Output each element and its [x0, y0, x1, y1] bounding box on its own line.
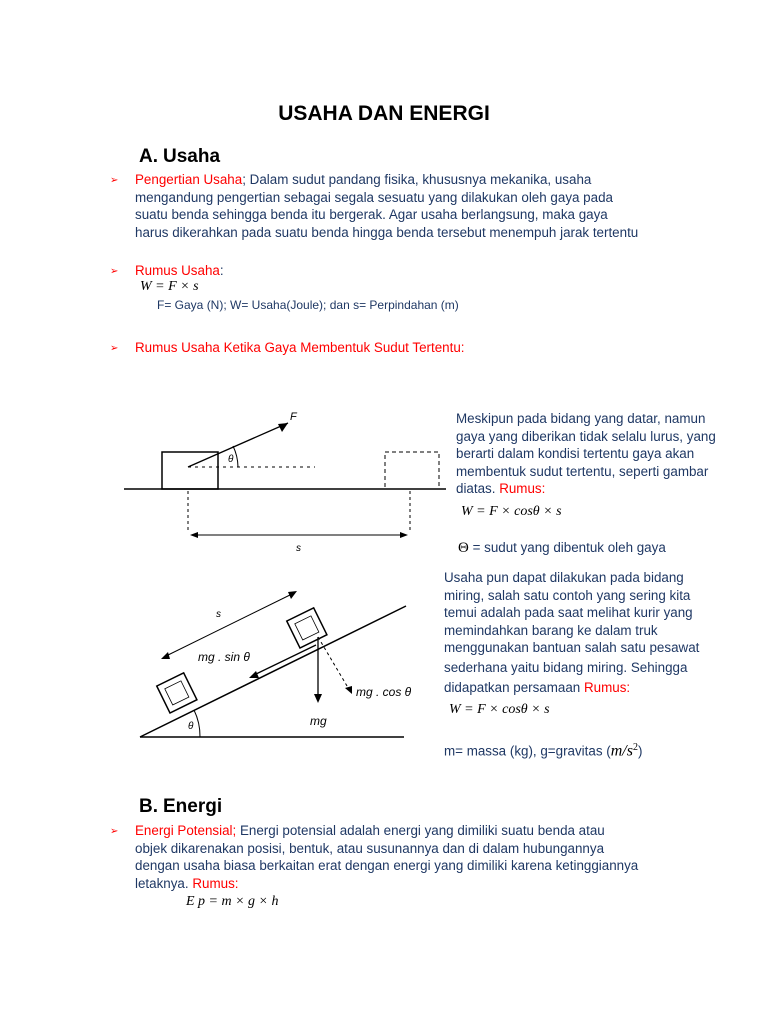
potensial-rumus-label: Rumus:: [192, 875, 239, 891]
box-final: [385, 452, 439, 489]
incline-desc-line-2: miring, salah satu contoh yang sering kita: [444, 587, 691, 603]
potensial-line-1: Energi potensial adalah energi yang dimiliki suatu benda atau: [239, 823, 605, 838]
potensial-line-2: objek dikarenakan posisi, bentuk, atau susunannya dan di dalam hubungannya: [135, 840, 605, 856]
energi-potensial-label: Energi Potensial;: [135, 823, 237, 838]
rumus-usaha-formula: W = F × s: [140, 279, 199, 294]
pengertian-sep: ;: [242, 172, 246, 187]
pengertian-line-4: harus dikerahkan pada suatu benda hingga benda tersebut menempuh jarak tertentu: [135, 224, 639, 240]
rumus-sudut-heading: [135, 339, 465, 357]
force-arrowhead-icon: [278, 423, 288, 432]
pengertian-line-2: mengandung pengertian sebagai segala sesuatu yang dilakukan oleh gaya pada: [135, 189, 613, 205]
mass-gravity-close: ): [637, 743, 643, 759]
potensial-line-4: letaknya.: [135, 875, 189, 891]
box-low-inner: [165, 681, 189, 705]
section-a-letter: A.: [139, 146, 158, 167]
flat-desc-line-4: membentuk sudut tertentu, seperti gambar: [456, 463, 709, 479]
incline-angle-label: θ: [188, 721, 194, 732]
theta-text: = sudut yang dibentuk oleh gaya: [472, 540, 666, 555]
bullet-arrow-icon: ➢: [110, 266, 119, 277]
potensial-line-3: dengan usaha biasa berkaitan erat dengan energi yang dimiliki karena ketinggiannya: [135, 858, 639, 874]
bullet-arrow-icon: ➢: [110, 826, 119, 837]
weight-arrowhead-icon: [314, 694, 322, 703]
theta-definition: [458, 539, 666, 558]
pengertian-line-1: Dalam sudut pandang fisika, khususnya mekanika, usaha: [249, 172, 592, 187]
distance-arrow-right-icon: [400, 532, 408, 538]
parallel-force-label: mg . sin θ: [198, 650, 250, 664]
incline-desc-line-3: temui adalah pada saat melihat kurir yang: [444, 605, 693, 621]
box-high: [287, 608, 327, 648]
perp-force-arrowhead-icon: [345, 686, 352, 694]
section-a-heading: Usaha: [163, 146, 221, 167]
rumus-sudut-colon: :: [460, 340, 465, 355]
incline-distance-arrow-right-icon: [288, 591, 297, 599]
perp-force-vector: [318, 637, 350, 691]
incline-desc-line-7: didapatkan persamaan: [444, 679, 581, 695]
theta-symbol: Θ: [458, 540, 469, 556]
incline-desc-line-6: sederhana yaitu bidang miring. Sehingga: [444, 659, 688, 675]
incline-distance-label: s: [216, 609, 221, 620]
flat-formula: W = F × cosθ × s: [461, 504, 562, 519]
force-vector: [188, 423, 288, 467]
rumus-usaha-heading: [135, 262, 224, 280]
force-label: F: [290, 411, 297, 423]
mass-gravity-line: [444, 739, 642, 760]
incline-distance-arrow-left-icon: [161, 652, 170, 659]
flat-desc-line-5: diatas.: [456, 481, 496, 497]
energi-potensial-paragraph: [135, 822, 755, 892]
pengertian-usaha-paragraph: [135, 171, 755, 241]
incline-angle-arc: [194, 710, 200, 737]
incline-distance-line: [164, 593, 294, 657]
flat-desc-line-3: berarti dalam kondisi tertentu gaya akan: [456, 446, 695, 462]
gravity-unit: m/s: [610, 742, 633, 760]
perp-force-label: mg . cos θ: [356, 685, 412, 699]
distance-label: s: [296, 543, 301, 554]
box-high-inner: [295, 616, 319, 640]
rumus-sudut-label: Rumus Usaha Ketika Gaya Membentuk Sudut Tertentu: [135, 340, 461, 355]
bullet-arrow-icon: ➢: [110, 343, 119, 354]
parallel-force-vector: [252, 645, 316, 676]
flat-rumus-label: Rumus:: [499, 481, 546, 497]
pengertian-line-3: suatu benda sehingga benda itu bergerak. Agar usaha berlangsung, maka gaya: [135, 207, 608, 223]
rumus-usaha-colon: :: [219, 263, 224, 278]
flat-desc-line-2: gaya yang diberikan tidak selalu lurus, yang: [456, 428, 716, 444]
box-low: [157, 673, 197, 713]
weight-label: mg: [310, 714, 327, 728]
flat-desc-line-1: Meskipun pada bidang yang datar, namun: [456, 411, 706, 426]
angle-arc: [233, 446, 238, 467]
flat-surface-diagram: [120, 405, 450, 565]
rumus-usaha-legend: F= Gaya (N); W= Usaha(Joule); dan s= Perpindahan (m): [157, 298, 459, 312]
angle-label: θ: [228, 454, 234, 465]
bullet-arrow-icon: ➢: [110, 175, 119, 186]
distance-arrow-left-icon: [190, 532, 198, 538]
incline-rumus-label: Rumus:: [583, 679, 631, 695]
incline-diagram: [128, 575, 428, 750]
potensial-formula: E p = m × g × h: [186, 894, 279, 909]
parallel-force-arrowhead-icon: [249, 671, 259, 678]
section-b-heading: Energi: [163, 796, 223, 817]
mass-gravity-text: m= massa (kg), g=gravitas (: [444, 743, 611, 759]
section-b-letter: B.: [139, 796, 158, 817]
incline-formula: W = F × cosθ × s: [449, 702, 550, 717]
incline-desc-line-1: Usaha pun dapat dilakukan pada bidang: [444, 570, 684, 585]
flat-description: [456, 410, 756, 498]
incline-surface: [140, 606, 406, 737]
rumus-usaha-label: Rumus Usaha: [135, 263, 220, 278]
pengertian-usaha-label: Pengertian Usaha: [135, 172, 243, 187]
gravity-unit-exponent: 2: [632, 742, 638, 753]
incline-desc-line-4: memindahkan barang ke dalam truk: [444, 622, 658, 638]
page-title: USAHA DAN ENERGI: [278, 102, 490, 125]
incline-desc-line-5: menggunakan bantuan salah satu pesawat: [444, 640, 700, 656]
incline-description: [444, 569, 754, 697]
